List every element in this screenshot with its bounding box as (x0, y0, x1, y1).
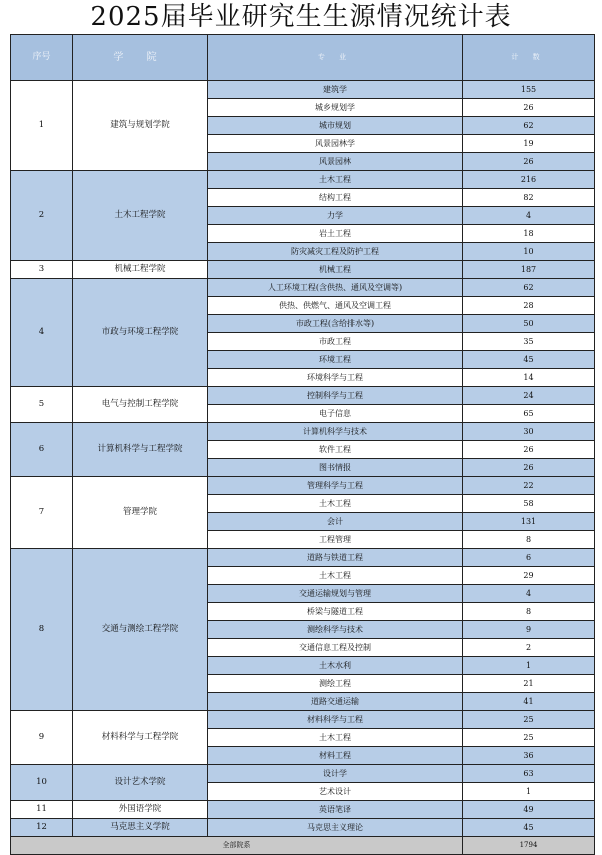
school-name: 外国语学院 (73, 801, 208, 819)
major-count: 1 (463, 783, 595, 801)
major-count: 4 (463, 585, 595, 603)
major-count: 28 (463, 297, 595, 315)
major-count: 29 (463, 567, 595, 585)
major-count: 45 (463, 819, 595, 837)
major-name: 道路交通运输 (208, 693, 463, 711)
page-title: 2025届毕业研究生生源情况统计表 (90, 2, 512, 32)
major-count: 9 (463, 621, 595, 639)
major-count: 25 (463, 711, 595, 729)
table-header-row (11, 35, 595, 81)
row-index: 2 (11, 171, 73, 261)
total-count: 1794 (463, 837, 595, 855)
major-name: 艺术设计 (208, 783, 463, 801)
major-count: 26 (463, 459, 595, 477)
school-name: 设计艺术学院 (73, 765, 208, 801)
table-row (11, 765, 595, 783)
major-name: 力学 (208, 207, 463, 225)
major-count: 58 (463, 495, 595, 513)
major-name: 人工环境工程(含供热、通风及空调等) (208, 279, 463, 297)
major-name: 测绘科学与技术 (208, 621, 463, 639)
major-count: 63 (463, 765, 595, 783)
row-index: 1 (11, 81, 73, 171)
school-name: 交通与测绘工程学院 (73, 549, 208, 711)
major-count: 1 (463, 657, 595, 675)
school-name: 市政与环境工程学院 (73, 279, 208, 387)
major-count: 187 (463, 261, 595, 279)
major-count: 4 (463, 207, 595, 225)
major-name: 环境工程 (208, 351, 463, 369)
major-name: 供热、供燃气、通风及空调工程 (208, 297, 463, 315)
major-count: 8 (463, 531, 595, 549)
major-name: 电子信息 (208, 405, 463, 423)
table-row (11, 261, 595, 279)
major-name: 结构工程 (208, 189, 463, 207)
major-count: 10 (463, 243, 595, 261)
table-row (11, 81, 595, 99)
major-name: 岩土工程 (208, 225, 463, 243)
header-major: 专 业 (208, 35, 463, 81)
table-body (11, 81, 595, 855)
major-name: 土木水利 (208, 657, 463, 675)
table-row (11, 279, 595, 297)
header-count: 计 数 (463, 35, 595, 81)
major-count: 26 (463, 99, 595, 117)
major-count: 49 (463, 801, 595, 819)
row-index: 3 (11, 261, 73, 279)
table-row (11, 549, 595, 567)
major-name: 道路与铁道工程 (208, 549, 463, 567)
table-row (11, 801, 595, 819)
major-count: 22 (463, 477, 595, 495)
major-count: 24 (463, 387, 595, 405)
major-name: 交通运输规划与管理 (208, 585, 463, 603)
major-name: 交通信息工程及控制 (208, 639, 463, 657)
row-index: 7 (11, 477, 73, 549)
major-count: 50 (463, 315, 595, 333)
major-count: 36 (463, 747, 595, 765)
major-count: 82 (463, 189, 595, 207)
major-name: 环境科学与工程 (208, 369, 463, 387)
major-count: 35 (463, 333, 595, 351)
major-count: 26 (463, 153, 595, 171)
table-row (11, 387, 595, 405)
major-count: 65 (463, 405, 595, 423)
major-count: 62 (463, 279, 595, 297)
row-index: 8 (11, 549, 73, 711)
school-name: 土木工程学院 (73, 171, 208, 261)
major-name: 马克思主义理论 (208, 819, 463, 837)
major-count: 2 (463, 639, 595, 657)
major-name: 会计 (208, 513, 463, 531)
major-count: 25 (463, 729, 595, 747)
major-name: 风景园林学 (208, 135, 463, 153)
row-index: 6 (11, 423, 73, 477)
major-name: 管理科学与工程 (208, 477, 463, 495)
major-name: 材料工程 (208, 747, 463, 765)
school-name: 计算机科学与工程学院 (73, 423, 208, 477)
major-count: 155 (463, 81, 595, 99)
major-name: 英语笔译 (208, 801, 463, 819)
major-count: 21 (463, 675, 595, 693)
major-name: 土木工程 (208, 567, 463, 585)
row-index: 12 (11, 819, 73, 837)
major-count: 26 (463, 441, 595, 459)
major-name: 设计学 (208, 765, 463, 783)
major-count: 19 (463, 135, 595, 153)
major-name: 机械工程 (208, 261, 463, 279)
row-index: 10 (11, 765, 73, 801)
major-name: 土木工程 (208, 171, 463, 189)
major-count: 131 (463, 513, 595, 531)
header-index: 序号 (11, 35, 73, 81)
major-name: 控制科学与工程 (208, 387, 463, 405)
statistics-table (10, 34, 595, 855)
row-index: 11 (11, 801, 73, 819)
major-count: 6 (463, 549, 595, 567)
major-name: 软件工程 (208, 441, 463, 459)
school-name: 电气与控制工程学院 (73, 387, 208, 423)
major-name: 测绘工程 (208, 675, 463, 693)
row-index: 5 (11, 387, 73, 423)
total-row (11, 837, 595, 855)
table-row (11, 171, 595, 189)
major-count: 62 (463, 117, 595, 135)
major-name: 土木工程 (208, 495, 463, 513)
major-name: 城乡规划学 (208, 99, 463, 117)
school-name: 马克思主义学院 (73, 819, 208, 837)
major-name: 桥梁与隧道工程 (208, 603, 463, 621)
major-name: 建筑学 (208, 81, 463, 99)
total-label: 全部院系 (11, 837, 463, 855)
row-index: 4 (11, 279, 73, 387)
major-name: 材料科学与工程 (208, 711, 463, 729)
school-name: 建筑与规划学院 (73, 81, 208, 171)
major-name: 工程管理 (208, 531, 463, 549)
row-index: 9 (11, 711, 73, 765)
major-count: 41 (463, 693, 595, 711)
table-row (11, 423, 595, 441)
major-name: 防灾减灾工程及防护工程 (208, 243, 463, 261)
header-school: 学 院 (73, 35, 208, 81)
major-name: 土木工程 (208, 729, 463, 747)
table-row (11, 819, 595, 837)
major-name: 图书情报 (208, 459, 463, 477)
major-name: 计算机科学与技术 (208, 423, 463, 441)
school-name: 材料科学与工程学院 (73, 711, 208, 765)
major-name: 城市规划 (208, 117, 463, 135)
major-count: 216 (463, 171, 595, 189)
major-name: 市政工程 (208, 333, 463, 351)
school-name: 管理学院 (73, 477, 208, 549)
table-row (11, 711, 595, 729)
major-name: 市政工程(含给排水等) (208, 315, 463, 333)
school-name: 机械工程学院 (73, 261, 208, 279)
major-count: 45 (463, 351, 595, 369)
major-name: 风景园林 (208, 153, 463, 171)
table-row (11, 477, 595, 495)
major-count: 30 (463, 423, 595, 441)
major-count: 8 (463, 603, 595, 621)
major-count: 14 (463, 369, 595, 387)
major-count: 18 (463, 225, 595, 243)
